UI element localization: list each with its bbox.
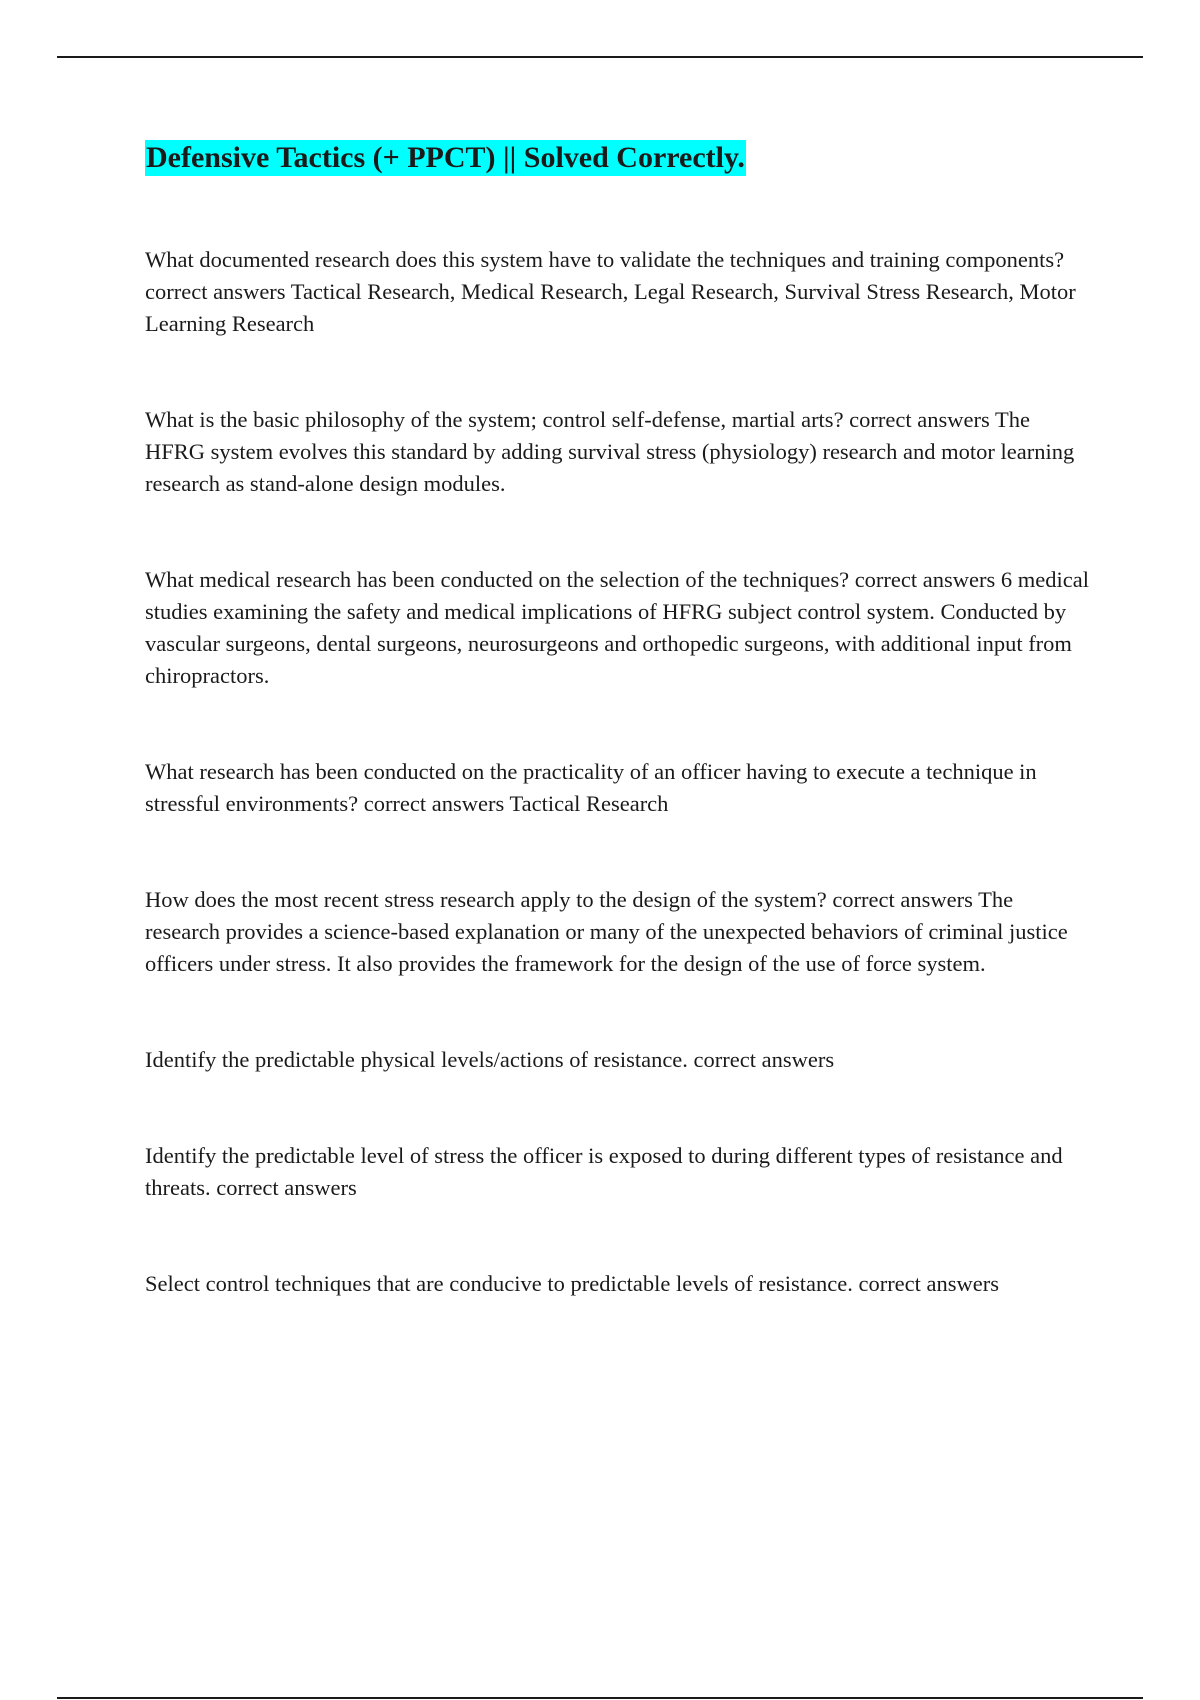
qa-item: What medical research has been conducted on the selection of the techniques? correct answers 6 medical studies examining the safety and medical implications of HFRG subject control system. Conducted by vascular surgeons, dental surgeons, neurosurgeons and orthopedic surgeons, with additional input from chiropractors. <box>145 567 1089 688</box>
qa-item: Select control techniques that are conducive to predictable levels of resistance. correct answers <box>145 1271 1000 1296</box>
qa-item: What documented research does this system have to validate the techniques and training components? correct answers Tactical Research, Medical Research, Legal Research, Survival Stress Research, Motor Learning Research <box>145 247 1076 336</box>
qa-item: Identify the predictable physical levels/actions of resistance. correct answers <box>145 1047 835 1072</box>
qa-item: How does the most recent stress research apply to the design of the system? correct answers The research provides a science-based explanation or many of the unexpected behaviors of criminal justice officers under stress. It also provides the framework for the design of the use of force system. <box>145 887 1068 976</box>
qa-item: What is the basic philosophy of the system; control self-defense, martial arts? correct answers The HFRG system evolves this standard by adding survival stress (physiology) research and motor learning research as stand-alone design modules. <box>145 407 1075 496</box>
bottom-rule <box>57 1697 1143 1699</box>
top-rule <box>57 56 1143 58</box>
qa-item: What research has been conducted on the practicality of an officer having to execute a technique in stressful environments? correct answers Tactical Research <box>145 759 1037 816</box>
document-body <box>145 140 1090 1300</box>
qa-item: Identify the predictable level of stress the officer is exposed to during different types of resistance and threats. correct answers <box>145 1143 1063 1200</box>
document-title: Defensive Tactics (+ PPCT) || Solved Correctly. <box>146 141 745 174</box>
